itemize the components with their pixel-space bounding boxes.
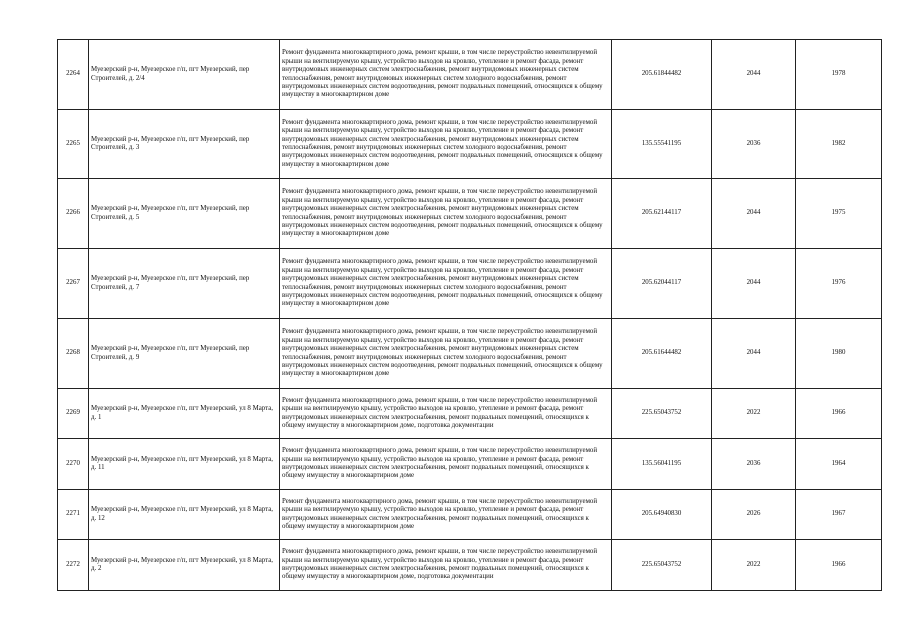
row-number: 2268 bbox=[58, 319, 89, 389]
build-year-cell: 1982 bbox=[796, 110, 882, 179]
cost-cell: 225.65043752 bbox=[612, 389, 712, 439]
works-cell: Ремонт фундамента многоквартирного дома, ремонт крыши, в том числе переустройство невентилируемой крыши на вентилируемую крышу, устройство выходов на кровлю, утепление и ремонт фасада, ремонт внутридомовых инженерных систем электроснабжения, ремонт внутридомовых инженерных систем теплоснабжения, ремонт внутридомовых инженерных систем холодного водоснабжения, ремонт внутридомовых инженерных систем водоотведения, ремонт подвальных помещений, относящихся к общему имуществу в многоквартирном доме bbox=[280, 179, 612, 249]
build-year-cell: 1966 bbox=[796, 389, 882, 439]
table-row bbox=[58, 490, 882, 540]
cost-cell: 205.62144117 bbox=[612, 179, 712, 249]
row-number: 2265 bbox=[58, 110, 89, 179]
address-cell: Муезерский р-н, Муезерское г/п, пгт Муезерский, ул 8 Марта, д. 1 bbox=[89, 389, 280, 439]
repair-year-cell: 2044 bbox=[712, 179, 796, 249]
repair-year-cell: 2044 bbox=[712, 40, 796, 110]
build-year-cell: 1967 bbox=[796, 490, 882, 540]
cost-cell: 205.61844482 bbox=[612, 40, 712, 110]
works-cell: Ремонт фундамента многоквартирного дома, ремонт крыши, в том числе переустройство невентилируемой крыши на вентилируемую крышу, устройство выходов на кровлю, утепление и ремонт фасада, ремонт внутридомовых инженерных систем электроснабжения, ремонт подвальных помещений, относящихся к общему имуществу в многоквартирном доме, подготовка документации bbox=[280, 389, 612, 439]
build-year-cell: 1975 bbox=[796, 179, 882, 249]
repair-year-cell: 2026 bbox=[712, 490, 796, 540]
cost-cell: 205.64940830 bbox=[612, 490, 712, 540]
repair-year-cell: 2044 bbox=[712, 249, 796, 319]
table-row bbox=[58, 540, 882, 591]
build-year-cell: 1976 bbox=[796, 249, 882, 319]
row-number: 2270 bbox=[58, 439, 89, 490]
works-cell: Ремонт фундамента многоквартирного дома, ремонт крыши, в том числе переустройство невентилируемой крыши на вентилируемую крышу, устройство выходов на кровлю, утепление и ремонт фасада, ремонт внутридомовых инженерных систем электроснабжения, ремонт внутридомовых инженерных систем теплоснабжения, ремонт внутридомовых инженерных систем холодного водоснабжения, ремонт внутридомовых инженерных систем водоотведения, ремонт подвальных помещений, относящихся к общему имуществу в многоквартирном доме bbox=[280, 249, 612, 319]
table-row bbox=[58, 439, 882, 490]
address-cell: Муезерский р-н, Муезерское г/п, пгт Муезерский, пер Строителей, д. 5 bbox=[89, 179, 280, 249]
build-year-cell: 1966 bbox=[796, 540, 882, 591]
row-number: 2267 bbox=[58, 249, 89, 319]
table-row bbox=[58, 249, 882, 319]
address-cell: Муезерский р-н, Муезерское г/п, пгт Муезерский, пер Строителей, д. 3 bbox=[89, 110, 280, 179]
repair-year-cell: 2036 bbox=[712, 439, 796, 490]
cost-cell: 225.65043752 bbox=[612, 540, 712, 591]
table-row bbox=[58, 179, 882, 249]
works-cell: Ремонт фундамента многоквартирного дома, ремонт крыши, в том числе переустройство невентилируемой крыши на вентилируемую крышу, устройство выходов на кровлю, утепление и ремонт фасада, ремонт внутридомовых инженерных систем электроснабжения, ремонт подвальных помещений, относящихся к общему имуществу в многоквартирном доме, подготовка документации bbox=[280, 540, 612, 591]
repair-year-cell: 2036 bbox=[712, 110, 796, 179]
repair-year-cell: 2022 bbox=[712, 389, 796, 439]
capital-repair-table bbox=[57, 39, 882, 591]
build-year-cell: 1978 bbox=[796, 40, 882, 110]
table-row bbox=[58, 110, 882, 179]
row-number: 2272 bbox=[58, 540, 89, 591]
table-row bbox=[58, 40, 882, 110]
cost-cell: 205.62044117 bbox=[612, 249, 712, 319]
table-row bbox=[58, 389, 882, 439]
address-cell: Муезерский р-н, Муезерское г/п, пгт Муезерский, пер Строителей, д. 2/4 bbox=[89, 40, 280, 110]
row-number: 2266 bbox=[58, 179, 89, 249]
works-cell: Ремонт фундамента многоквартирного дома, ремонт крыши, в том числе переустройство невентилируемой крыши на вентилируемую крышу, устройство выходов на кровлю, утепление и ремонт фасада, ремонт внутридомовых инженерных систем электроснабжения, ремонт подвальных помещений, относящихся к общему имуществу в многоквартирном доме bbox=[280, 439, 612, 490]
build-year-cell: 1980 bbox=[796, 319, 882, 389]
cost-cell: 135.56041195 bbox=[612, 439, 712, 490]
build-year-cell: 1964 bbox=[796, 439, 882, 490]
address-cell: Муезерский р-н, Муезерское г/п, пгт Муезерский, ул 8 Марта, д. 11 bbox=[89, 439, 280, 490]
address-cell: Муезерский р-н, Муезерское г/п, пгт Муезерский, ул 8 Марта, д. 12 bbox=[89, 490, 280, 540]
address-cell: Муезерский р-н, Муезерское г/п, пгт Муезерский, пер Строителей, д. 7 bbox=[89, 249, 280, 319]
row-number: 2264 bbox=[58, 40, 89, 110]
works-cell: Ремонт фундамента многоквартирного дома, ремонт крыши, в том числе переустройство невентилируемой крыши на вентилируемую крышу, устройство выходов на кровлю, утепление и ремонт фасада, ремонт внутридомовых инженерных систем электроснабжения, ремонт внутридомовых инженерных систем теплоснабжения, ремонт внутридомовых инженерных систем холодного водоснабжения, ремонт внутридомовых инженерных систем водоотведения, ремонт подвальных помещений, относящихся к общему имуществу в многоквартирном доме bbox=[280, 110, 612, 179]
works-cell: Ремонт фундамента многоквартирного дома, ремонт крыши, в том числе переустройство невентилируемой крыши на вентилируемую крышу, устройство выходов на кровлю, утепление и ремонт фасада, ремонт внутридомовых инженерных систем электроснабжения, ремонт подвальных помещений, относящихся к общему имуществу в многоквартирном доме bbox=[280, 490, 612, 540]
cost-cell: 205.61644482 bbox=[612, 319, 712, 389]
row-number: 2269 bbox=[58, 389, 89, 439]
works-cell: Ремонт фундамента многоквартирного дома, ремонт крыши, в том числе переустройство невентилируемой крыши на вентилируемую крышу, устройство выходов на кровлю, утепление и ремонт фасада, ремонт внутридомовых инженерных систем электроснабжения, ремонт внутридомовых инженерных систем теплоснабжения, ремонт внутридомовых инженерных систем холодного водоснабжения, ремонт внутридомовых инженерных систем водоотведения, ремонт подвальных помещений, относящихся к общему имуществу в многоквартирном доме bbox=[280, 319, 612, 389]
cost-cell: 135.55541195 bbox=[612, 110, 712, 179]
address-cell: Муезерский р-н, Муезерское г/п, пгт Муезерский, пер Строителей, д. 9 bbox=[89, 319, 280, 389]
row-number: 2271 bbox=[58, 490, 89, 540]
address-cell: Муезерский р-н, Муезерское г/п, пгт Муезерский, ул 8 Марта, д. 2 bbox=[89, 540, 280, 591]
repair-year-cell: 2044 bbox=[712, 319, 796, 389]
repair-year-cell: 2022 bbox=[712, 540, 796, 591]
table-row bbox=[58, 319, 882, 389]
works-cell: Ремонт фундамента многоквартирного дома, ремонт крыши, в том числе переустройство невентилируемой крыши на вентилируемую крышу, устройство выходов на кровлю, утепление и ремонт фасада, ремонт внутридомовых инженерных систем электроснабжения, ремонт внутридомовых инженерных систем теплоснабжения, ремонт внутридомовых инженерных систем холодного водоснабжения, ремонт внутридомовых инженерных систем водоотведения, ремонт подвальных помещений, относящихся к общему имуществу в многоквартирном доме bbox=[280, 40, 612, 110]
